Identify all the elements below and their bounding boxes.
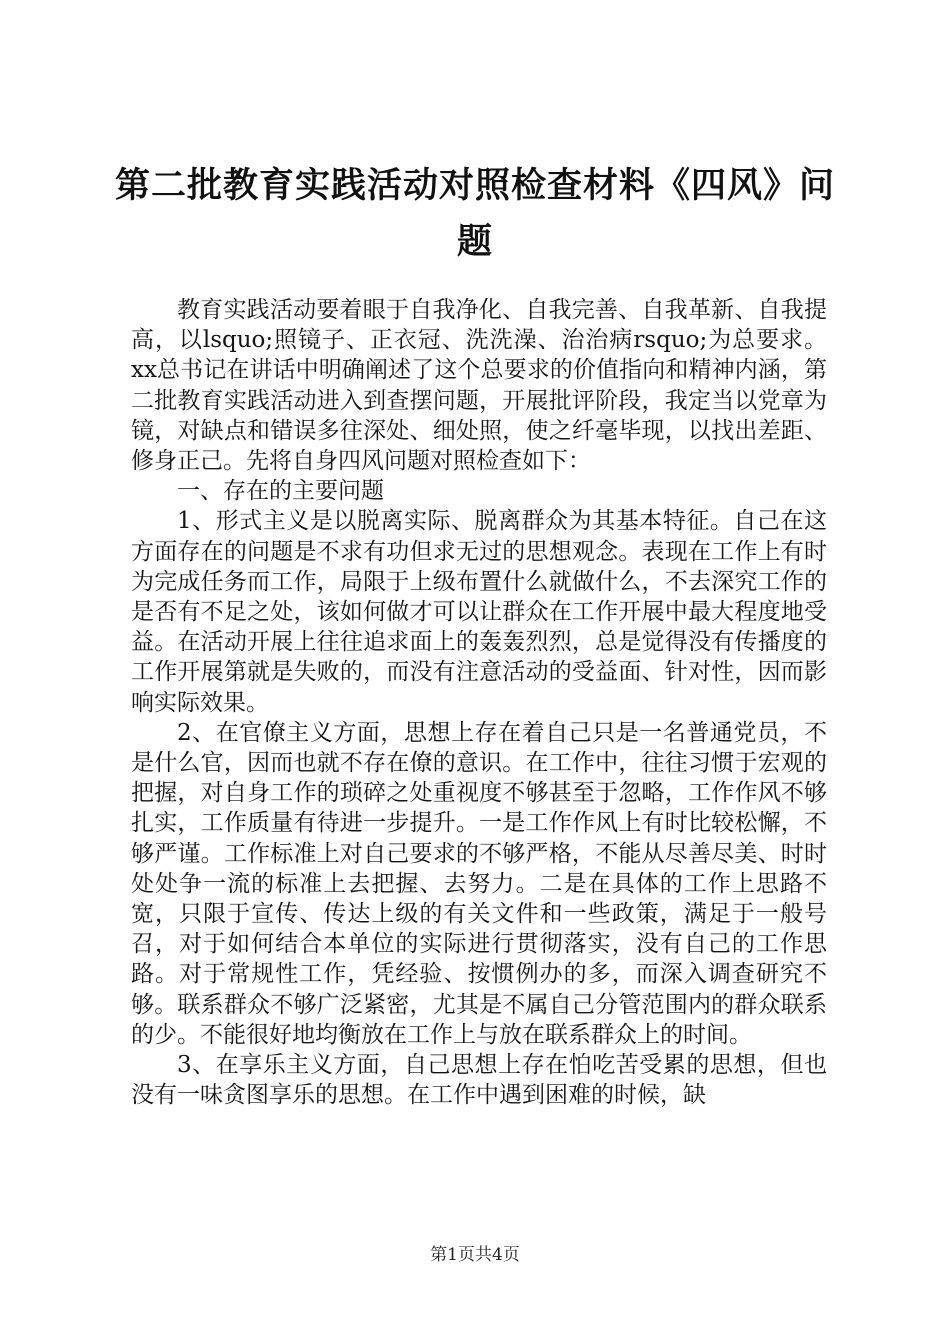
bureaucratism-paragraph: 2、在官僚主义方面，思想上存在着自己只是一名普通党员，不是什么官，因而也就不存在僚的意识。在工作中，往往习惯于宏观的把握，对自身工作的琐碎之处重视度不够甚至于忽略，工作作风不够扎实，工作质量有待进一步提升。一是工作作风上有时比较松懈，不够严谨。工作标准上对自己要求的不够严格，不能从尽善尽美、时时处处争一流的标准上去把握、去努力。二是在具体的工作上思路不宽，只限于宣传、传达上级的有关文件和一些政策，满足于一般号召，对于如何结合本单位的实际进行贯彻落实，没有自己的工作思路。对于常规性工作，凭经验、按惯例办的多，而深入调查研究不够。联系群众不够广泛紧密，尤其是不属自己分管范围内的群众联系的少。不能很好地均衡放在工作上与放在联系群众上的时间。 bbox=[131, 719, 827, 1048]
formalism-paragraph: 1、形式主义是以脱离实际、脱离群众为其基本特征。自己在这方面存在的问题是不求有功但求无过的思想观念。表现在工作上有时为完成任务而工作，局限于上级布置什么就做什么，不去深究工作的是否有不足之处，该如何做才可以让群众在工作开展中最大程度地受益。在活动开展上往往追求面上的轰轰烈烈，总是觉得没有传播度的工作开展第就是失败的，而没有注意活动的受益面、针对性，因而影响实际效果。 bbox=[131, 508, 827, 716]
page-number: 第1页 bbox=[430, 1245, 475, 1265]
document-title: 第二批教育实践活动对照检查材料《四风》问题 bbox=[114, 165, 835, 262]
page-total: 共4页 bbox=[475, 1245, 520, 1265]
intro-paragraph: 教育实践活动要着眼于自我净化、自我完善、自我革新、自我提高，以lsquo;照镜子、正衣冠、洗洗澡、治治病rsquo;为总要求。xx总书记在讲话中明确阐述了这个总要求的价值指向和精神内涵，第二批教育实践活动进入到查摆问题，开展批评阶段，我定当以党章为镜，对缺点和错误多往深处、细处照，使之纤毫毕现，以找出差距、修身正己。先将自身四风问题对照检查如下： bbox=[131, 297, 827, 475]
section-heading: 一、存在的主要问题 bbox=[177, 478, 384, 505]
document-body bbox=[131, 295, 827, 1110]
page-footer bbox=[0, 1244, 950, 1266]
hedonism-paragraph: 3、在享乐主义方面，自己思想上存在怕吃苦受累的思想，但也没有一味贪图享乐的思想。在工作中遇到困难的时候，缺 bbox=[131, 1052, 827, 1109]
